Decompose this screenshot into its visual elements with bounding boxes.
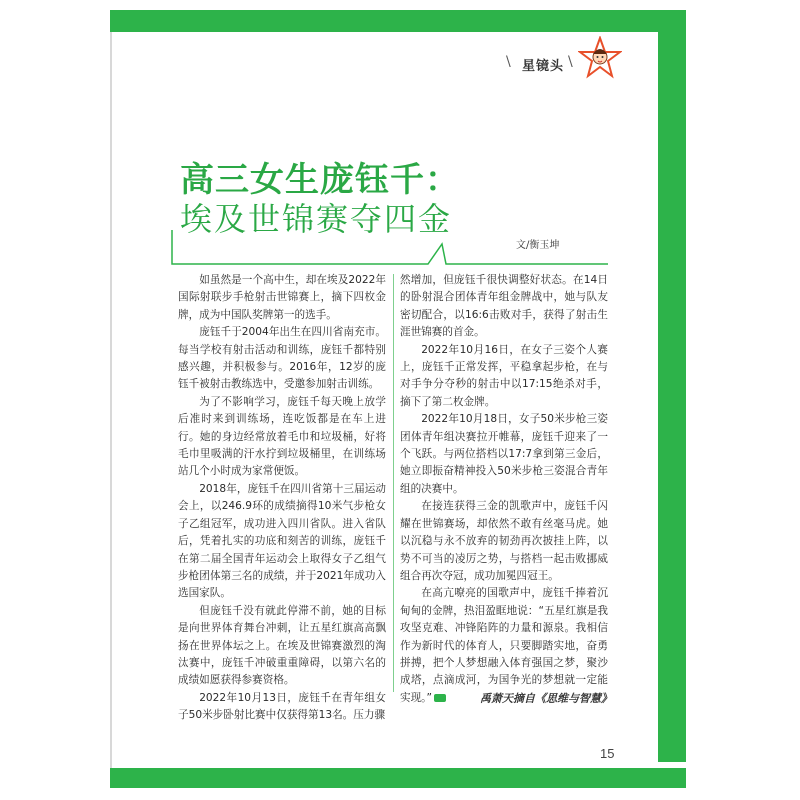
paragraph: 为了不影响学习，庞钰千每天晚上放学后准时来到训练场，连吃饭都是在车上进行。她的身边经常放着毛巾和垃圾桶，好将毛巾里吸满的汗水拧到垃圾桶里，在训练场站几个小时成为家常便饭。 <box>178 395 386 478</box>
paragraph: 在接连获得三金的凯歌声中，庞钰千闪耀在世锦赛场，却依然不敢有丝毫马虎。她以沉稳与永不放弃的韧劲再次披挂上阵，以势不可当的凌厉之势，与搭档一起击败挪威组合再次夺冠，成功加冕四冠王。 <box>400 500 608 582</box>
page-number: 15 <box>600 746 615 761</box>
paragraph: 但庞钰千没有就此停滞不前，她的目标是向世界体育舞台冲刺，让五星红旗高高飘扬在世界体坛之上。在埃及世锦赛激烈的淘汰赛中，庞钰千冲破重重障碍，以第六名的成绩如愿获得参赛资格。 <box>178 604 386 687</box>
column-divider <box>393 274 394 692</box>
star-mascot-icon <box>578 36 622 80</box>
paragraph: 然增加，但庞钰千很快调整好状态。在14日的卧射混合团体青年组金牌战中，她与队友密切配合，以16:6击败对手，获得了射击生涯世锦赛的首金。 <box>400 274 608 339</box>
right-green-border <box>658 10 686 762</box>
byline: 文/衡玉坤 <box>516 240 560 251</box>
page-left-edge <box>110 32 112 768</box>
paragraph: 2022年10月18日，女子50米步枪三姿团体青年组决赛拉开帷幕，庞钰千迎来了一个飞跃。与两位搭档以17:7拿到第三金后，她立即振奋精神投入50米步枪三姿混合青年组的决赛中。 <box>400 413 608 495</box>
paragraph-text: 在高亢嘹亮的国歌声中，庞钰千捧着沉甸甸的金牌，热泪盈眶地说：“五星红旗是我攻坚克难、冲锋陷阵的力量和源泉。我相信作为新时代的体育人，只要脚踏实地，奋勇拼搏，把个人梦想融入体育强国之梦，聚沙成塔，点滴成河，为国争光的梦想就一定能实现。” <box>400 587 608 704</box>
paragraph: 2018年，庞钰千在四川省第十三届运动会上，以246.9环的成绩摘得10米气步枪女子乙组冠军，成功进入四川省队。进入省队后，凭着扎实的功底和刻苦的训练，庞钰千在第二届全国青年运动会上取得女子乙组气步枪团体第三名的成绩，并于2021年成功入选国家队。 <box>178 482 386 600</box>
slash-decoration-icon: \ <box>506 54 511 70</box>
bottom-green-border <box>110 768 686 788</box>
article-column-left <box>178 272 386 725</box>
article-column-right <box>400 272 608 707</box>
paragraph-last <box>400 585 608 707</box>
end-mark-icon <box>434 694 446 702</box>
article-title-main: 高三女生庞钰千： <box>180 160 460 200</box>
paragraph: 如虽然是一个高中生，却在埃及2022年国际射联步手枪射击世锦赛上，摘下四枚金牌，成为中国队奖牌第一的选手。 <box>178 274 386 321</box>
paragraph: 庞钰千于2004年出生在四川省南充市。每当学校有射击活动和训练，庞钰千都特别感兴趣，并积极参与。2016年，12岁的庞钰千被射击教练选中，受邀参加射击训练。 <box>178 326 386 391</box>
paragraph: 2022年10月16日，在女子三姿个人赛上，庞钰千正常发挥，平稳拿起步枪，在与对手争分夺秒的射击中以17:15绝杀对手，摘下了第二枚金牌。 <box>400 343 608 408</box>
top-green-border <box>110 10 686 32</box>
column-name: 星镜头 <box>522 59 565 74</box>
article-title-sub: 埃及世锦赛夺四金 <box>180 200 453 238</box>
column-tag <box>496 50 656 80</box>
paragraph: 2022年10月13日，庞钰千在青年组女子50米步卧射比赛中仅获得第13名。压力骤 <box>178 691 386 722</box>
slash-decoration-icon: \ <box>568 54 573 70</box>
source-credit: 禹萧天摘自《思维与智慧》 <box>480 692 612 705</box>
